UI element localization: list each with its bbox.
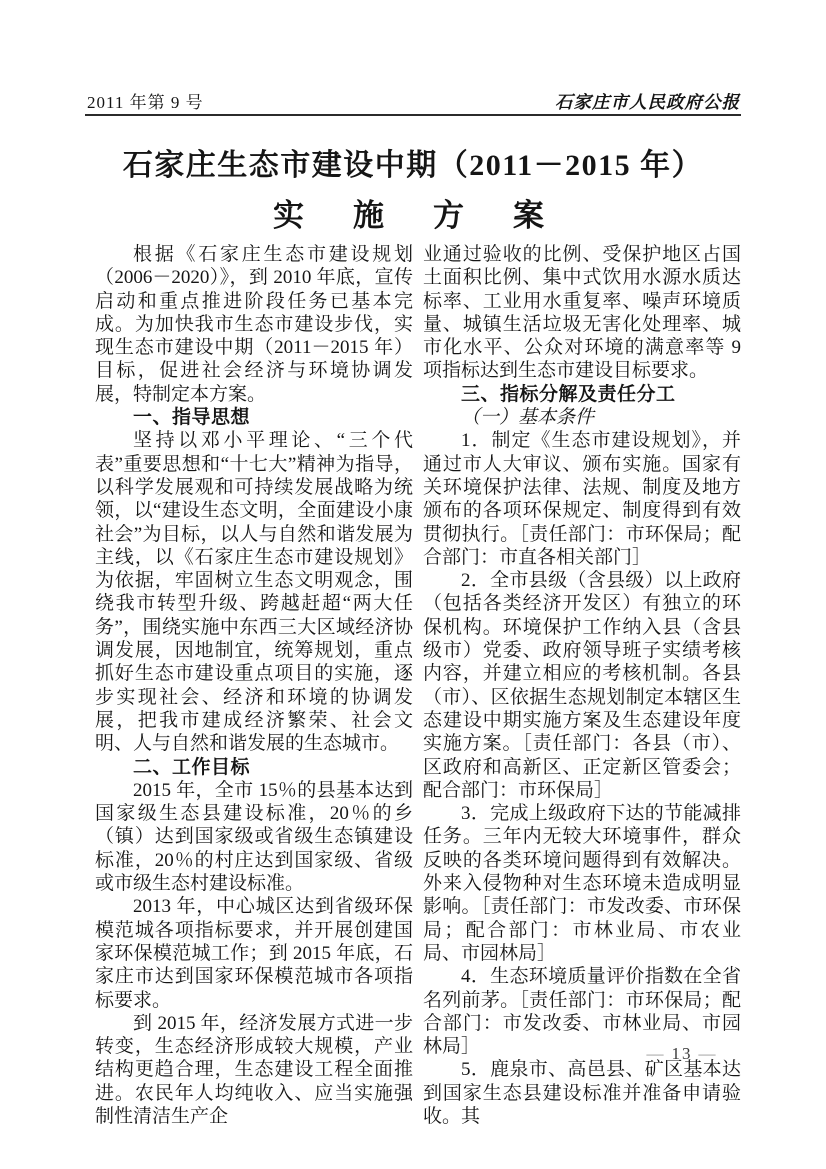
paragraph: 3．完成上级政府下达的节能减排任务。三年内无较大环境事件，群众反映的各类环境问题得到有效解决。外来入侵物种对生态环境未造成明显影响。［责任部门：市发改委、市环保局；配合部门：市林业局、市农业局、市园林局］ xyxy=(423,803,741,964)
publication-name: 石家庄市人民政府公报 xyxy=(555,92,740,112)
title-line-1: 石家庄生态市建设中期（2011－2015 年） xyxy=(122,149,704,182)
body-columns xyxy=(95,243,741,1128)
page-header xyxy=(87,88,740,114)
section-heading: 二、工作目标 xyxy=(133,756,251,778)
right-column xyxy=(423,243,741,1128)
paragraph: 5．鹿泉市、高邑县、矿区基本达到国家生态县建设标准并准备申请验收。其 xyxy=(423,1059,741,1127)
header-rule xyxy=(85,114,741,116)
left-column xyxy=(95,243,413,1128)
issue-number: 2011 年第 9 号 xyxy=(87,93,204,112)
paragraph: 1．制定《生态市建设规划》，并通过市人大审议、颁布实施。国家有关环境保护法律、法规、制度及地方颁布的各项环保规定、制度得到有效贯彻执行。［责任部门：市环保局；配合部门：市直各相关部门］ xyxy=(423,430,741,568)
sub-section-heading: （一）基本条件 xyxy=(461,407,595,429)
paragraph: 4．生态环境质量评价指数在全省名列前茅。［责任部门：市环保局；配合部门：市发改委、市林业局、市园林局］ xyxy=(423,966,741,1058)
paragraph: 坚持以邓小平理论、“三个代表”重要思想和“十七大”精神为指导，以科学发展观和可持续发展战略为统领，以“建设生态文明，全面建设小康社会”为目标，以人与自然和谐发展为主线，以《石家庄生态市建设规划》为依据，牢固树立生态文明观念，围绕我市转型升级、跨越赶超“两大任务”，围绕实施中东西三大区域经济协调发展，因地制宜，统筹规划，重点抓好生态市建设重点项目的实施，逐步实现社会、经济和环境的协调发展，把我市建成经济繁荣、社会文明、人与自然和谐发展的生态城市。 xyxy=(95,430,413,755)
paragraph-continued: 业通过验收的比例、受保护地区占国土面积比例、集中式饮用水源水质达标率、工业用水重复率、噪声环境质量、城镇生活垃圾无害化处理率、城市化水平、公众对环境的满意率等 9 项指标达到生态市建设目标要求。 xyxy=(423,244,741,382)
paragraph: 2．全市县级（含县级）以上政府（包括各类经济开发区）有独立的环保机构。环境保护工作纳入县（含县级市）党委、政府领导班子实绩考核内容，并建立相应的考核机制。各县（市）、区依据生态规划制定本辖区生态建设中期实施方案及生态建设年度实施方案。［责任部门：各县（市）、区政府和高新区、正定新区管委会；配合部门：市环保局］ xyxy=(423,570,741,801)
paragraph: 到 2015 年，经济发展方式进一步转变，生态经济形成较大规模，产业结构更趋合理，生态建设工程全面推进。农民年人均纯收入、应当实施强制性清洁生产企 xyxy=(95,1012,413,1127)
page-number-dash-left: — xyxy=(646,1044,666,1063)
page-number xyxy=(620,1044,744,1064)
section-heading: 三、指标分解及责任分工 xyxy=(461,383,676,405)
paragraph: 2015 年，全市 15％的县基本达到国家级生态县建设标准，20％的乡（镇）达到国家级或省级生态镇建设标准，20％的村庄达到国家级、省级或市级生态村建设标准。 xyxy=(95,779,413,895)
document-title xyxy=(85,146,741,235)
page-number-value: 13 xyxy=(671,1044,693,1063)
page-number-dash-right: — xyxy=(698,1044,718,1063)
section-heading: 一、指导思想 xyxy=(133,407,251,429)
paragraph: 根据《石家庄生态市建设规划（2006－2020）》，到 2010 年底，宣传启动和重点推进阶段任务已基本完成。为加快我市生态市建设步伐，实现生态市建设中期（2011－2015 年）目标，促进社会经济与环境协调发展，特制定本方案。 xyxy=(95,244,413,405)
title-line-2: 实 施 方 案 xyxy=(273,198,553,233)
paragraph: 2013 年，中心城区达到省级环保模范城各项指标要求，并开展创建国家环保模范城工作；到 2015 年底，石家庄市达到国家环保模范城市各项指标要求。 xyxy=(95,896,413,1011)
